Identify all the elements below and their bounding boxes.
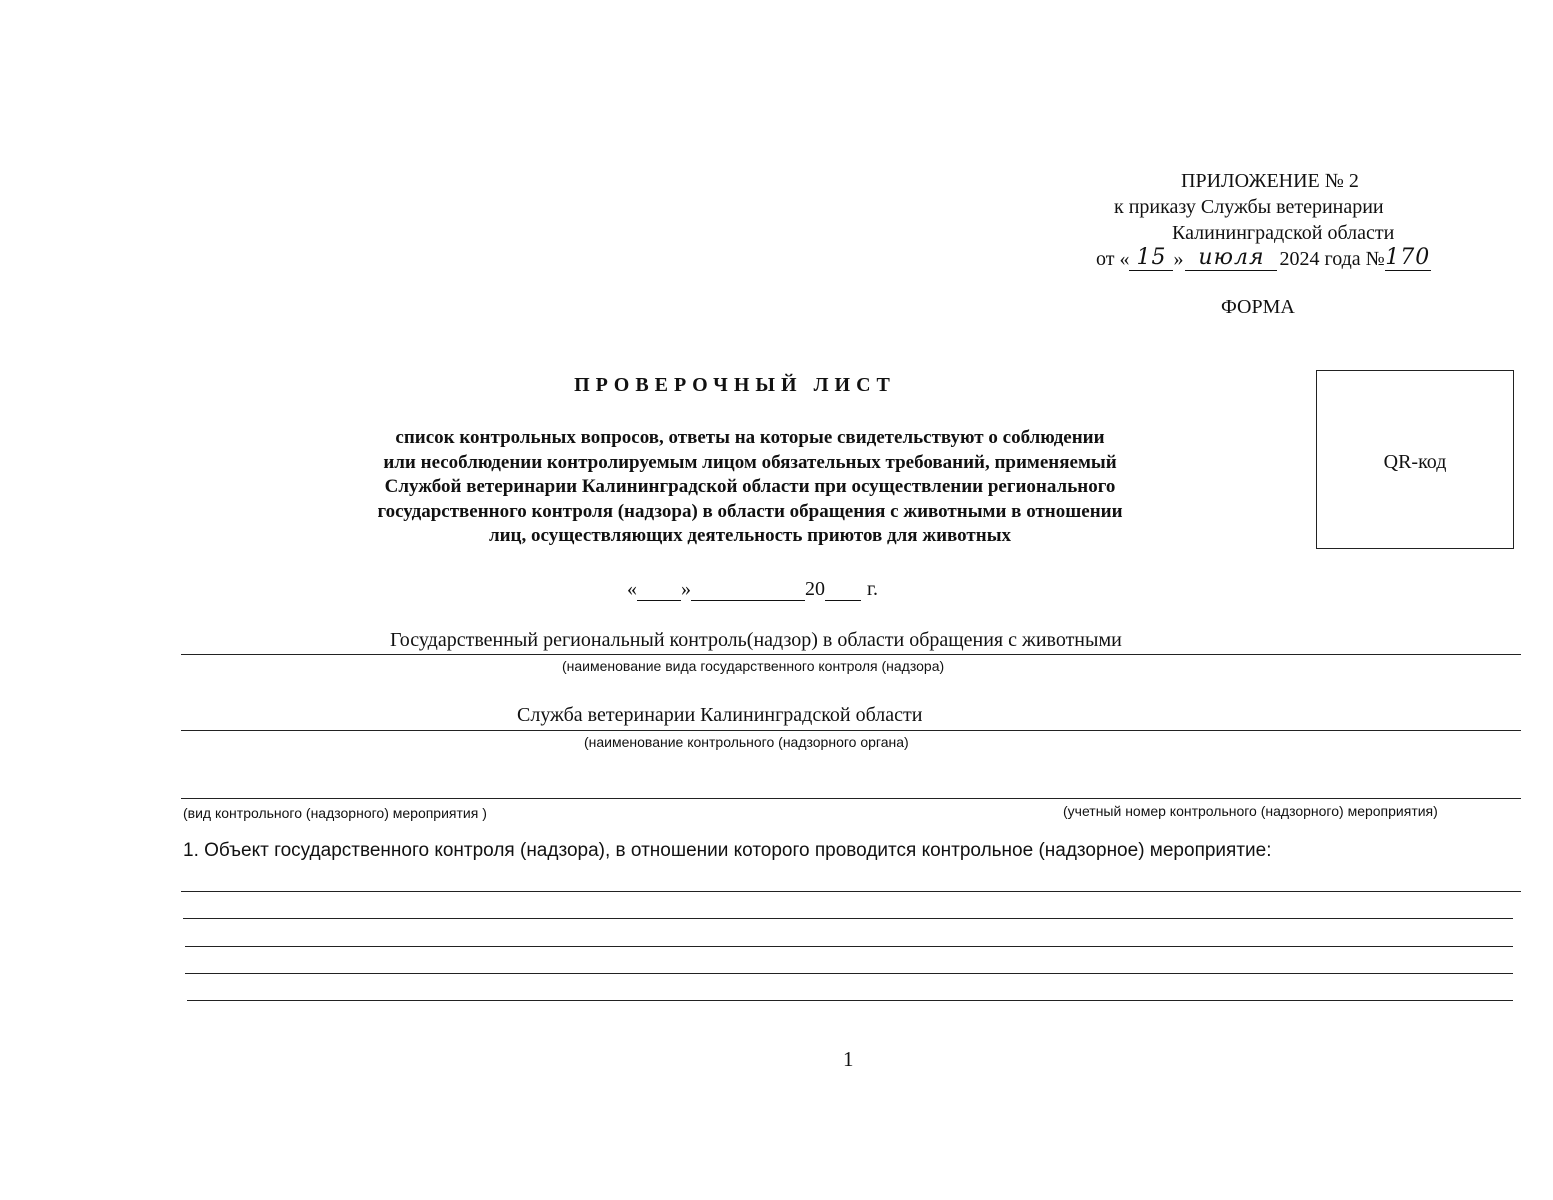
subtitle-line: список контрольных вопросов, ответы на которые свидетельствуют о соблюдении — [395, 427, 1105, 448]
subtitle-line: или несоблюдении контролируемым лицом обязательных требований, применяемый — [383, 451, 1117, 473]
year-suffix: г. — [867, 578, 878, 600]
document-subtitle — [290, 426, 1210, 549]
order-date-prefix: от « — [1096, 248, 1130, 270]
appendix-order-line: к приказу Службы ветеринарии — [1114, 196, 1384, 218]
control-organ-underline — [181, 730, 1521, 731]
object-line[interactable] — [181, 891, 1521, 892]
month-blank[interactable] — [691, 580, 805, 601]
control-organ-value: Служба ветеринарии Калининградской области — [517, 704, 923, 726]
day-blank[interactable] — [637, 580, 681, 601]
object-line[interactable] — [185, 946, 1513, 947]
event-field-underline — [181, 798, 1521, 799]
qr-code-box — [1316, 370, 1514, 549]
control-organ-caption: (наименование контрольного (надзорного органа) — [584, 734, 909, 750]
form-label: ФОРМА — [1221, 296, 1295, 318]
order-month-handwritten: июля — [1185, 246, 1277, 271]
control-type-caption: (наименование вида государственного контроля (надзора) — [562, 658, 945, 674]
subtitle-line: Службой ветеринарии Калининградской области при осуществлении регионального — [384, 476, 1116, 497]
checklist-date-blank — [627, 578, 878, 601]
item-1-text: 1. Объект государственного контроля (надзора), в отношении которого проводится контрольное (надзорное) мероприятие: — [183, 840, 1272, 861]
order-number-handwritten: 170 — [1385, 245, 1431, 270]
date-open-quote: « — [627, 578, 637, 600]
qr-code-label: QR-код — [1383, 451, 1447, 473]
appendix-region-line: Калининградской области — [1172, 222, 1395, 244]
subtitle-line: государственного контроля (надзора) в области обращения с животными в отношении — [377, 500, 1123, 522]
object-line[interactable] — [187, 1000, 1513, 1001]
event-number-caption: (учетный номер контрольного (надзорного) мероприятия) — [1063, 803, 1438, 819]
century-text: 20 — [805, 578, 825, 600]
control-type-value: Государственный региональный контроль(надзор) в области обращения с животными — [390, 629, 1122, 651]
appendix-title: ПРИЛОЖЕНИЕ № 2 — [1181, 170, 1359, 192]
object-line[interactable] — [185, 973, 1513, 974]
year-blank[interactable] — [825, 580, 861, 601]
order-year-text: 2024 года № — [1279, 248, 1385, 270]
date-close-quote: » — [681, 578, 691, 600]
control-type-underline — [181, 654, 1521, 655]
order-date-quote: » — [1173, 248, 1184, 270]
order-day-handwritten: 15 — [1129, 246, 1173, 271]
order-date-row — [1096, 246, 1431, 271]
page-number: 1 — [843, 1047, 854, 1071]
document-title: ПРОВЕРОЧНЫЙ ЛИСТ — [574, 374, 896, 396]
object-line[interactable] — [183, 918, 1513, 919]
event-kind-caption: (вид контрольного (надзорного) мероприятия ) — [183, 805, 487, 821]
subtitle-line: лиц, осуществляющих деятельность приютов для животных — [488, 525, 1012, 546]
